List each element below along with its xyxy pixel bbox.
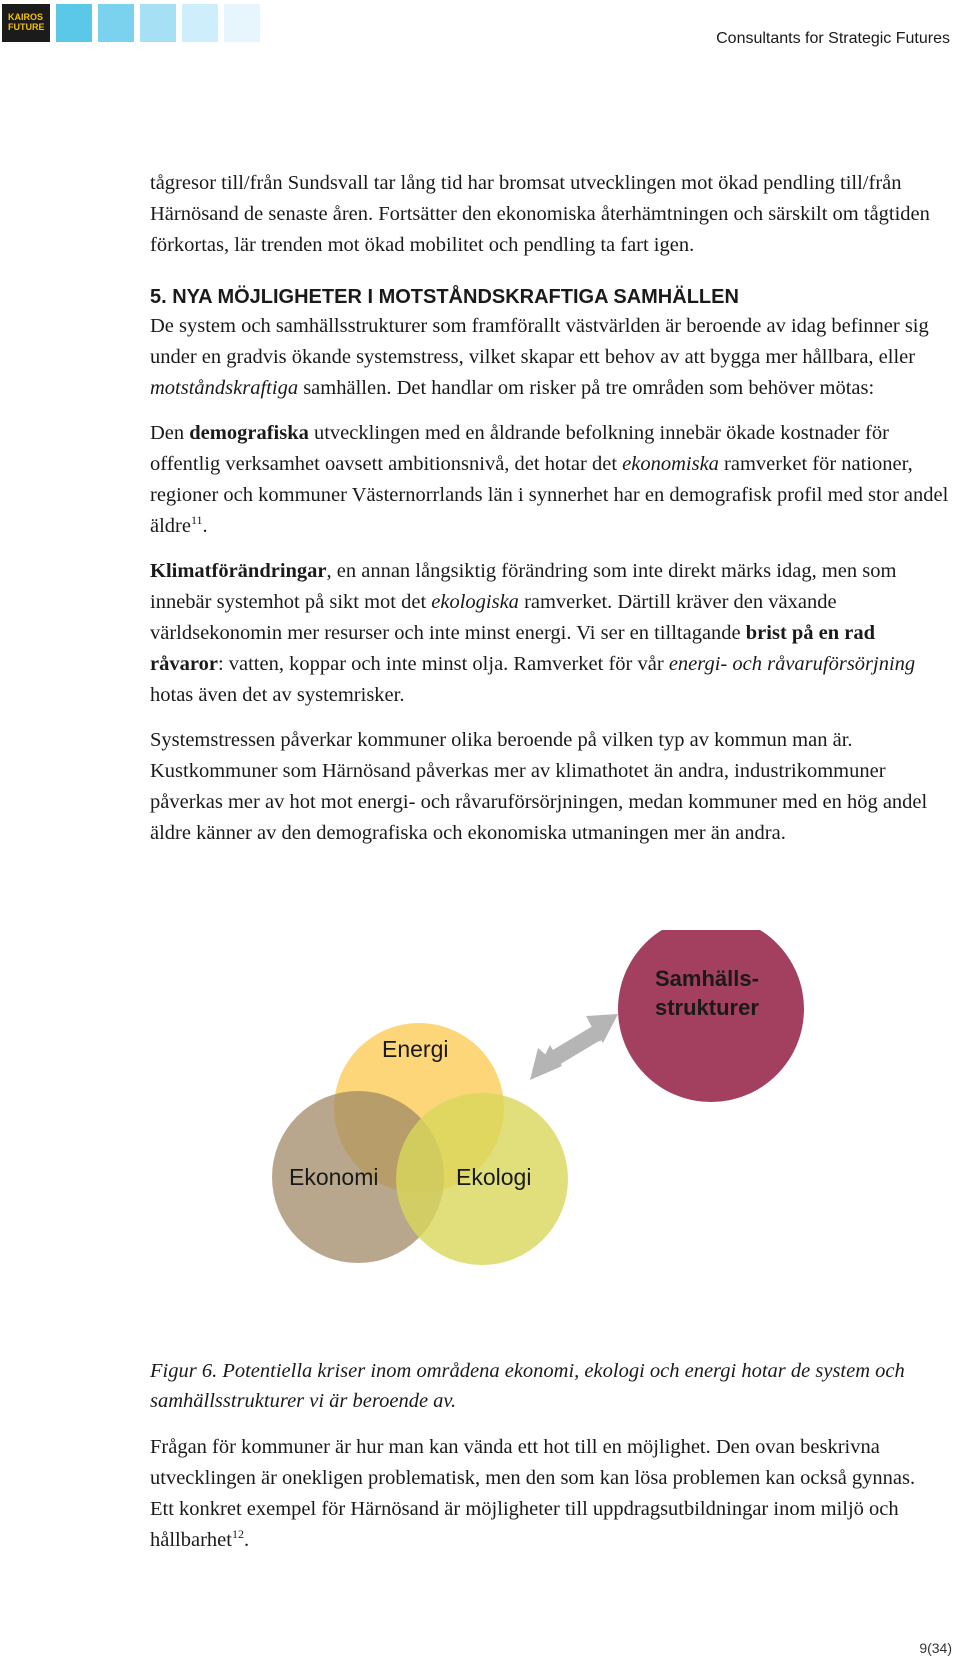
body-text — [150, 168, 950, 849]
ekologi-label: Ekologi — [456, 1164, 532, 1190]
figure-venn-diagram — [150, 930, 870, 1330]
paragraph-demografi: Den demografiska utvecklingen med en åldrande befolkning innebär ökade kostnader för offentlig verksamhet oavsett ambitionsnivå, det hotar det ekonomiska ramverket för nationer, regioner och kommuner Västernorrlands län i synnerhet har en demografisk profil med stor andel äldre$^{11}$. — [150, 422, 949, 537]
header-tile — [56, 4, 92, 42]
page-header — [0, 0, 960, 60]
header-tagline: Consultants for Strategic Futures — [716, 30, 950, 47]
ekonomi-label: Ekonomi — [289, 1164, 379, 1190]
figure-caption — [150, 1356, 940, 1416]
kairos-future-logo: KAIROS FUTURE — [2, 4, 50, 42]
paragraph-systemstress: De system och samhällsstrukturer som framförallt västvärlden är beroende av idag befinner sig under en gradvis ökande systemstress, vilket skapar ett behov av att bygga mer hållbara, eller motståndskraftiga samhällen. Det handlar om risker på tre områden som behöver mötas: — [150, 315, 929, 399]
section-heading: 5. NYA MÖJLIGHETER I MOTSTÅNDSKRAFTIGA SAMHÄLLEN — [150, 286, 739, 308]
caption-text: Figur 6. Potentiella kriser inom områdena ekonomi, ekologi och energi hotar de system och samhällsstrukturer vi är beroende av. — [150, 1360, 905, 1412]
header-tile — [140, 4, 176, 42]
header-tile — [182, 4, 218, 42]
double-arrow-icon — [530, 1014, 618, 1080]
page-number: 9(34) — [919, 1640, 952, 1656]
energi-label: Energi — [382, 1036, 449, 1062]
paragraph-kommuner: Systemstressen påverkar kommuner olika beroende på vilken typ av kommun man är. Kustkommuner som Härnösand påverkas mer av klimathotet än andra, industrikommuner påverkas mer av hot mot energi- och råvaruförsörjningen, medan kommuner med en hög andel äldre känner av den demografiska och ekonomiska utmaningen mer än andra. — [150, 729, 928, 844]
paragraph-klimat: Klimatförändringar, en annan långsiktig förändring som inte direkt märks idag, men som innebär systemhot på sikt mot det ekologiska ramverket. Därtill kräver den växande världsekonomin mer resurser och inte minst energi. Vi ser en tilltagande brist på en rad råvaror: vatten, koppar och inte minst olja. Ramverket för vår energi- och råvaruförsörjning hotas även det av systemrisker. — [150, 560, 916, 706]
samhalls-label-line2: strukturer — [655, 995, 759, 1020]
header-tile — [224, 4, 260, 42]
closing-paragraph: Frågan för kommuner är hur man kan vända ett hot till en möjlighet. Den ovan beskrivna utvecklingen är onekligen problematisk, men den som kan lösa problemen kan också gynnas. Ett konkret exempel för Härnösand är möjligheter till uppdragsutbildningar inom miljö och hållbarhet$^{12}$. — [150, 1436, 916, 1551]
intro-paragraph: tågresor till/från Sundsvall tar lång tid har bromsat utvecklingen mot ökad pendling till/från Härnösand de senaste åren. Fortsätter den ekonomiska återhämtningen och särskilt om tågtiden förkortas, lär trenden mot ökad mobilitet och pendling ta fart igen. — [150, 172, 930, 256]
closing-section — [150, 1432, 940, 1556]
samhalls-label-line1: Samhälls- — [655, 966, 759, 991]
header-tile — [98, 4, 134, 42]
